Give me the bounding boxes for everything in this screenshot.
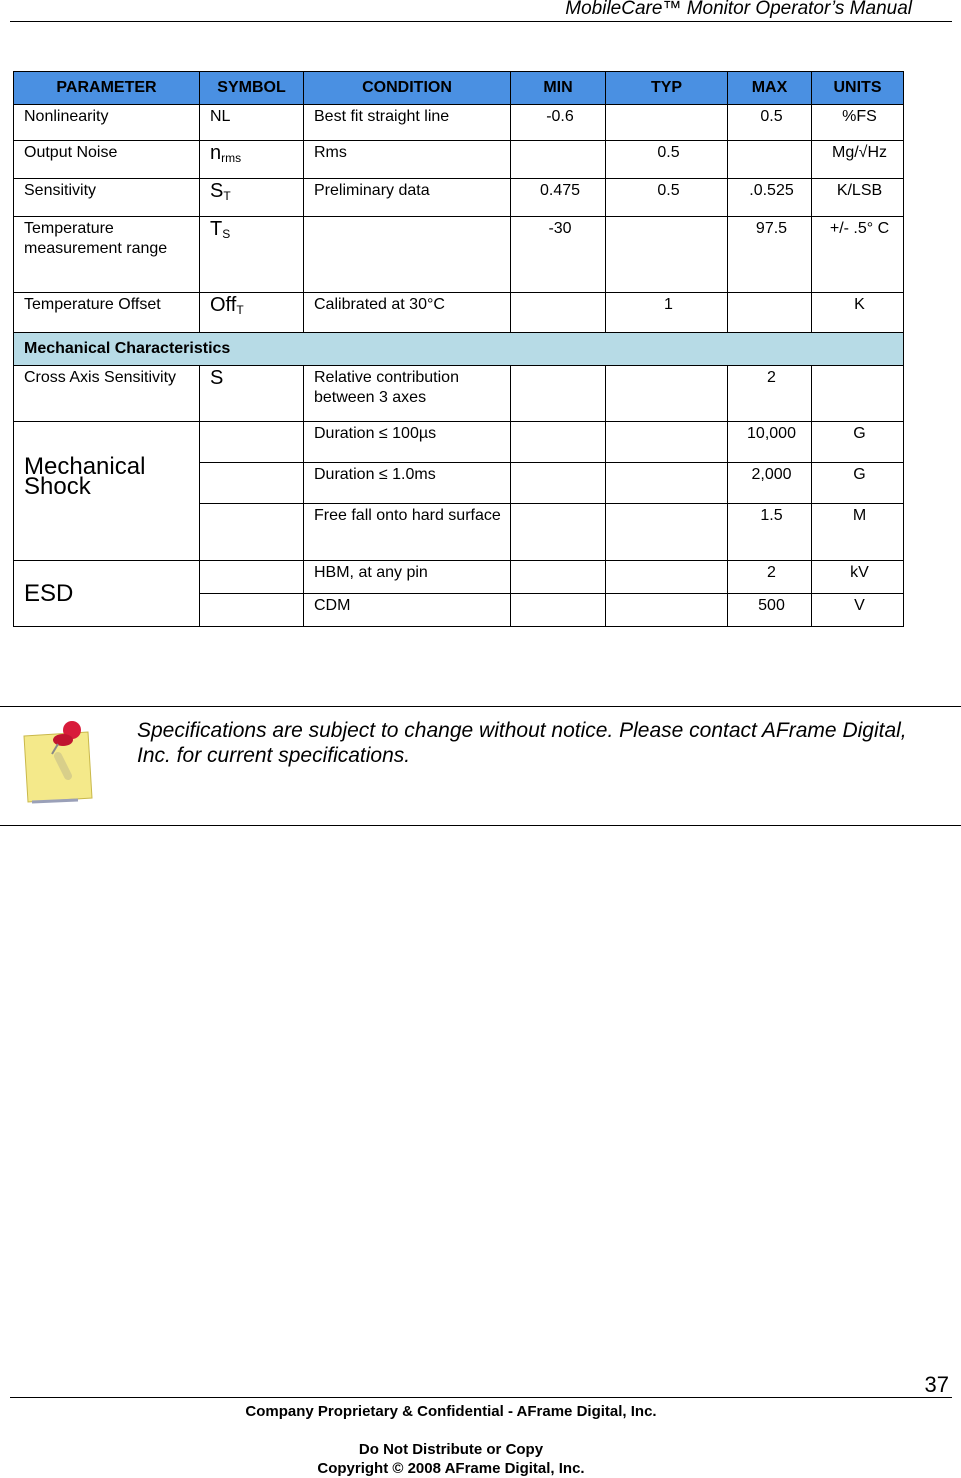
cell-typ (606, 561, 728, 594)
cell-min: 0.475 (511, 179, 606, 217)
note-divider-bottom (0, 825, 961, 826)
cell-min (511, 141, 606, 179)
symbol-main: NL (210, 108, 231, 125)
cell-condition: Calibrated at 30°C (304, 293, 511, 333)
footer-line-distribution: Do Not Distribute or Copy (358, 1441, 544, 1458)
cell-min (511, 561, 606, 594)
col-header-typ: TYP (606, 72, 728, 105)
col-header-condition: CONDITION (304, 72, 511, 105)
cell-min (511, 366, 606, 422)
cell-min: -30 (511, 217, 606, 293)
cell-symbol (200, 463, 304, 504)
table-row (14, 105, 904, 141)
cell-symbol (200, 105, 304, 141)
footer-divider (10, 1397, 952, 1398)
cell-max (728, 141, 812, 179)
note-text: Specifications are subject to change without notice. Please contact AFrame Digital, Inc. for current specifications. (137, 719, 907, 767)
cell-typ (606, 463, 728, 504)
table-row (14, 561, 904, 594)
cell-condition: Rms (304, 141, 511, 179)
cell-typ (606, 422, 728, 463)
table-row (14, 293, 904, 333)
page-footer (0, 1402, 961, 1478)
symbol-main: S (210, 180, 224, 202)
cell-parameter: Temperature measurement range (14, 217, 200, 293)
cell-symbol (200, 504, 304, 561)
cell-condition: Duration ≤ 1.0ms (304, 463, 511, 504)
cell-max: 2,000 (728, 463, 812, 504)
section-title: Mechanical Characteristics (14, 333, 904, 366)
cell-typ (606, 504, 728, 561)
table-row (14, 141, 904, 179)
symbol-main: Off (210, 294, 237, 316)
cell-parameter-esd: ESD (14, 561, 200, 627)
cell-symbol: S (200, 366, 304, 422)
table-row (14, 366, 904, 422)
page-header (10, 0, 952, 22)
col-header-min: MIN (511, 72, 606, 105)
cell-units: Mg/√Hz (812, 141, 904, 179)
col-header-parameter: PARAMETER (14, 72, 200, 105)
cell-min (511, 463, 606, 504)
cell-typ: 1 (606, 293, 728, 333)
cell-units: kV (812, 561, 904, 594)
table-row (14, 217, 904, 293)
footer-line-confidential: Company Proprietary & Confidential - AFrame Digital, Inc. (245, 1403, 657, 1420)
symbol-main: T (210, 218, 223, 240)
cell-min: -0.6 (511, 105, 606, 141)
cell-parameter-mechanical-shock: Mechanical Shock (14, 422, 200, 561)
cell-symbol (200, 422, 304, 463)
cell-parameter: Sensitivity (14, 179, 200, 217)
cell-condition: CDM (304, 594, 511, 627)
cell-symbol (200, 293, 304, 333)
symbol-subscript: rms (221, 151, 242, 165)
section-header-row (14, 333, 904, 366)
cell-symbol (200, 561, 304, 594)
cell-max: 2 (728, 561, 812, 594)
cell-parameter: Nonlinearity (14, 105, 200, 141)
note-divider-top (0, 706, 961, 707)
symbol-subscript: T (223, 189, 231, 203)
cell-typ (606, 105, 728, 141)
col-header-units: UNITS (812, 72, 904, 105)
cell-units: M (812, 504, 904, 561)
cell-condition: HBM, at any pin (304, 561, 511, 594)
cell-units: %FS (812, 105, 904, 141)
specifications-table (13, 71, 904, 627)
page-number: 37 (924, 1372, 949, 1397)
symbol-main: n (210, 142, 222, 164)
cell-condition: Free fall onto hard surface (304, 504, 511, 561)
cell-max: 10,000 (728, 422, 812, 463)
cell-typ: 0.5 (606, 141, 728, 179)
cell-condition (304, 217, 511, 293)
cell-typ (606, 217, 728, 293)
cell-units: G (812, 463, 904, 504)
cell-symbol (200, 179, 304, 217)
cell-condition: Duration ≤ 100µs (304, 422, 511, 463)
table-row (14, 422, 904, 463)
cell-parameter: Cross Axis Sensitivity (14, 366, 200, 422)
cell-max: 1.5 (728, 504, 812, 561)
cell-min (511, 594, 606, 627)
cell-min (511, 293, 606, 333)
cell-min (511, 504, 606, 561)
cell-max: .0.525 (728, 179, 812, 217)
cell-max: 2 (728, 366, 812, 422)
symbol-subscript: S (222, 227, 231, 241)
cell-units (812, 366, 904, 422)
cell-symbol (200, 141, 304, 179)
cell-max: 500 (728, 594, 812, 627)
cell-condition: Preliminary data (304, 179, 511, 217)
pushpin-note-icon (18, 716, 98, 806)
cell-max (728, 293, 812, 333)
table-header-row (14, 72, 904, 105)
cell-symbol (200, 594, 304, 627)
col-header-max: MAX (728, 72, 812, 105)
cell-typ: 0.5 (606, 179, 728, 217)
cell-condition: Relative contribution between 3 axes (304, 366, 511, 422)
table-row (14, 179, 904, 217)
cell-typ (606, 366, 728, 422)
cell-max: 97.5 (728, 217, 812, 293)
col-header-symbol: SYMBOL (200, 72, 304, 105)
cell-units: G (812, 422, 904, 463)
cell-units: +/- .5° C (812, 217, 904, 293)
symbol-subscript: T (236, 303, 244, 317)
cell-min (511, 422, 606, 463)
cell-units: K (812, 293, 904, 333)
cell-units: K/LSB (812, 179, 904, 217)
cell-parameter: Temperature Offset (14, 293, 200, 333)
footer-line-copyright: Copyright © 2008 AFrame Digital, Inc. (317, 1460, 585, 1477)
cell-typ (606, 594, 728, 627)
cell-max: 0.5 (728, 105, 812, 141)
cell-condition: Best fit straight line (304, 105, 511, 141)
manual-title: MobileCare™ Monitor Operator’s Manual (565, 0, 912, 19)
cell-parameter: Output Noise (14, 141, 200, 179)
cell-symbol (200, 217, 304, 293)
cell-units: V (812, 594, 904, 627)
